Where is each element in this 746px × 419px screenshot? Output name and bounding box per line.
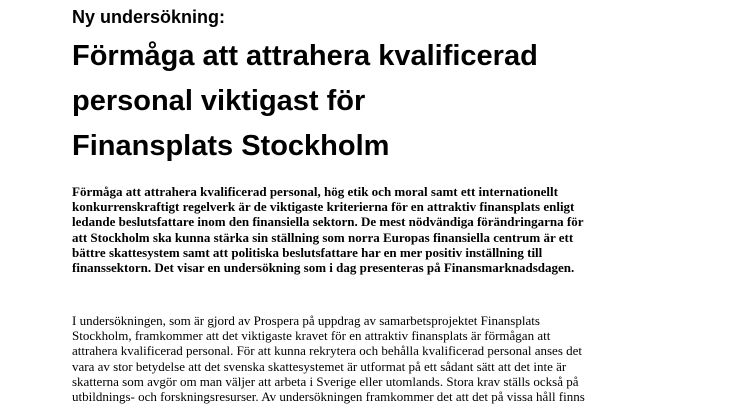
body-line: attrahera kvalificerad personal. För att kunna rekrytera och behålla kvalificerad personal anses det [72,343,583,359]
body-line: vara av stor betydelse att det svenska skattesystemet är utformat på ett sådant sätt att det inte är [72,358,567,374]
headline-line: personal viktigast för [72,85,366,117]
body-line: I undersökningen, som är gjord av Prospera på uppdrag av samarbetsprojektet Finansplats [72,313,540,328]
body-paragraph [72,313,672,404]
body-line: utbildnings- och forskningsresurser. Av undersökningen framkommer det att det på vissa håll finns [72,389,585,405]
kicker: Ny undersökning: [72,7,226,27]
body-line: skatterna som avgör om man väljer att arbeta i Sverige eller utomlands. Stora krav ställs också på [72,373,579,389]
lead-line: Förmåga att attrahera kvalificerad personal, hög etik och moral samt ett internationellt [72,184,558,199]
headline [72,34,712,169]
body-line: Stockholm, framkommer att det viktigaste kravet för en attraktiv finansplats är förmågan att [72,328,551,344]
headline-line: Förmåga att attrahera kvalificerad [72,40,538,72]
lead-line: ledande beslutsfattare inom den finansiella sektorn. De mest nödvändiga förändringarna för [72,214,584,230]
lead-line: att Stockholm ska kunna stärka sin ställning som norra Europas finansiella centrum är ett [72,229,574,245]
headline-line: Finansplats Stockholm [72,130,390,162]
lead-line: bättre skattesystem samt att politiska beslutsfattare har en mer positiv inställning till [72,244,543,260]
lead-line: konkurrenskraftigt regelverk är de viktigaste kriterierna för en attraktiv finansplats enligt [72,199,575,215]
lead-paragraph [72,184,672,275]
lead-line: finanssektorn. Det visar en undersökning som i dag presenteras på Finansmarknadsdagen. [72,260,575,276]
